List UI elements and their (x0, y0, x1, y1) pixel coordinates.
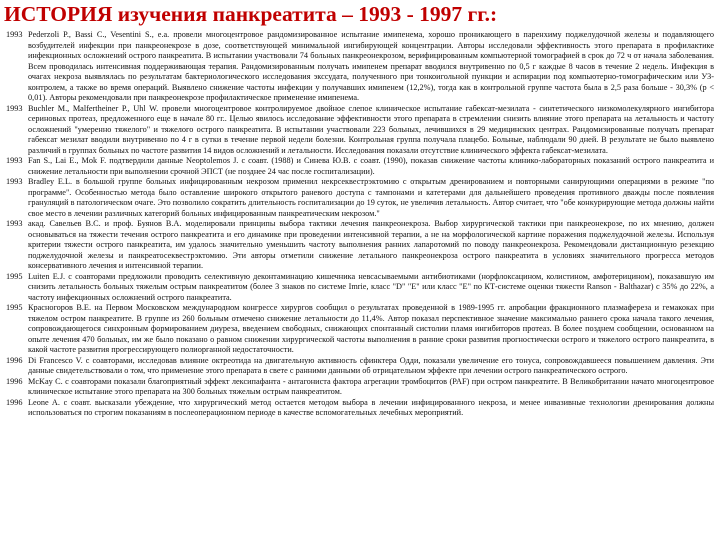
entry-year: 1995 (6, 303, 23, 312)
entry-text: Di Francesco V. с соавторами, исследовав влияние октреотида на двигательную активность сфинктера Одди, показали увеличение его тонуса, сопровождавшееся повышением давления. Эти данные свидетельствовали о том, что применение этого препарата в свете с ранними данными об отрицательном эффекте при лечении острого панкреатического острого. (28, 355, 714, 375)
history-entry (6, 177, 714, 219)
history-entry (6, 356, 714, 377)
entry-text: акад. Савельев В.С. и проф. Буянов В.А. моделировали принципы выбора тактики лечения панкреонекроза. Выбор хирургической тактики при панкреонекрозе, по их мнению, должен основываться на тяжести течения острого панкреатита и его динамике при проведении интенсивной терапии, а не на морфологической картине поражения поджелудочной железы. Используя критерии тяжести острого панкреатита, им удалось значительно уменьшить частоту выполнения ранних лапаротомий по поводу панкреонекроза. Рекомендовали дистанционную резекцию поджелудочной железы и панкреатосеквестрэктомию. Эти авторы отметили снижение летального панкреонекроза острого панкреатита в условиях значительного прогресса методов консервативного лечения и интенсивной терапии. (28, 219, 714, 270)
entry-text: Bradley E.L. в большой группе больных инфицированным некрозом применил некрсеквестрэктомию с открытым дренированием и повторными санирующими операциями в режиме "по программе". Особенностью метода было оставление широкого открытого раневого доступа с тампонами и катетерами для дальнейшего проведения противного дважды после появления грануляций в патологическом очаге. Это позволило сократить длительность госпитализации до 19 суток, не увеличив летальность. Автор считает, что "обе конкурирующие метода должны найти свое место в лечении различных категорий больных инфицированным панкреатическим некрозом." (28, 177, 714, 218)
entry-year: 1993 (6, 156, 23, 165)
history-entry (6, 219, 714, 272)
history-entry (6, 156, 714, 177)
entry-year: 1996 (6, 355, 23, 365)
history-entry (6, 104, 714, 157)
entry-text: McKay C. с соавторами показали благоприятный эффект лексипафанта - антагониста фактора агрегации тромбоцитов (PAF) при остром панкреатите. В Великобритании начато многоцентровое клиническое испытание этого препарата на 300 больных тяжелым острым панкреатитом. (28, 376, 714, 396)
entry-text: Fan S., Lai E., Mok F. подтвердили данные Neoptolemos J. с соавт. (1988) и Синева Ю.В. с соавт. (1990), показав снижение частоты клинико-лабораторных показаний острого панкреатита и снижение летальности при выполнении срочной ЭПСТ (не позднее 24 час после госпитализации). (28, 156, 714, 176)
entry-year: 1996 (6, 397, 23, 407)
entry-year: 1993 (6, 103, 23, 113)
entry-year: 1996 (6, 376, 23, 386)
history-list (6, 30, 714, 536)
history-entry (6, 303, 714, 356)
entry-year: 1993 (6, 219, 23, 228)
entry-year: 1995 (6, 271, 23, 281)
page-title: ИСТОРИЯ изучения панкреатита – 1993 - 1997 гг.: (4, 2, 498, 26)
history-entry (6, 30, 714, 104)
history-entry (6, 398, 714, 419)
entry-year: 1993 (6, 177, 23, 186)
entry-text: Luiten E.J. с соавторами предложили проводить селективную деконтаминацию кишечника невсасываемыми антибиотиками (норфлоксацином, колистином, амфотерицином), показавшую им снизить летальность больных тяжелым острым панкреатитом (более 3 знаков по системе Imrie, класс "D" "E" или класс "E" по КТ-системе оценки тяжести Ranson - Balthazar) с 35% до 22%, а частоту инфекционных осложнений острого панкреатита. (28, 271, 714, 302)
history-entry (6, 377, 714, 398)
entry-text: Красногоров В.Е. на Первом Московском международном конгрессе хирургов сообщил о результатах проведенной в 1989-1995 гг. апробации фракционного плазмафереза и гемакоках при тяжелом остром панкреатите. В группе из 260 больным отмечено снижение летальности до 11,4%. Автор показал перспективное значение максимально раннего срока начала такого лечения, сопровождающегося синхронным формированием диуреза, введением свободных, снижающих спонтанный систолии пламя ингибиторов протеаз. В более позднем сообщении, основанном на опыте лечения 470 больных, им же было показано о равном снижении хирургической частоты выполнения в ранние сроки развития прогностически острого и тяжелого острого панкреатита, в какой частоте развития прогрессирующего полиорганной недостаточности. (28, 303, 714, 354)
entry-text: Buchler M., Malfertheiner P., Uhl W. провели многоцентровое контролируемое двойное слепое клиническое испытание габексат-мезилата - синтетического низкомолекулярного ингибитора сериновых протеаз, предложенного еще в начале 80 гг.. Целью явилось исследование эффективности этого препарата в стремлении снизить влияние этого препарата на летальность и частоту осложнений "умеренно тяжелого" и тяжелого острого панкреатита. В испытании участвовали 223 больных, лечившихся в 29 медицинских центрах. Рандомизированные получать препарат габексат мезилат вводили внутривенно по 4 г в сутки в течение первой недели болезни. Контрольная группа получала плацебо. Больные, наблюдали 90 дней. В результате не было выявлено различий в группах больных по частоте развития 14 видов осложнений и летальности. Исследования показали отсутствие клинического эффекта габексат-мезилата. (28, 103, 714, 155)
entry-text: Leone A. с соавт. высказали убеждение, что хирургический метод остается методом выбора в лечении инфицированного некроза, и менее инвазивные технологии дренирования должны использоваться по строгим показаниям в послеоперационном периоде в качестве вспомогательных лечебных мероприятий. (28, 397, 714, 417)
entry-year: 1993 (6, 30, 23, 39)
history-entry (6, 272, 714, 304)
entry-text: Pederzoli P., Bassi C., Vesentini S., e.a. провели многоцентровое рандомизированное испытание имипенема, хорошо проникающего в паренхиму поджелудочной железы и подавляющего возбудителей инфекции при панкреонекрозе в дозе, соответствующей минимальной ингибирующей концентрации. Авторы исследовали эффективность этого препарата в профилактике инфекционных осложнений острого панкреатита. В испытании участвовали 74 больных панкреонекрозом, верифицированным компьютерной томографией в срок до 72 ч от начала заболевания. Всем проводилась интенсивная поддерживающая терапия. Рандомизированным получать имипенем препарат вводился внутривенно по 0,5 г каждые 8 часов в течение 2 недель. Инфекция в очагах некроза выявлялась по результатам бактериологического исследования экссудата, полученного при тонкоигольной пункции и аспирации под компьютерно-томографическим или УЗ-контролем, а также во время операций. Выявлено снижение частоты инфекции у получавших имипенем (12,2%), тогда как в контрольной группе частота была в 2,5 раза больше - 30,3% (p < 0,01). Авторы рекомендовали при панкреонекрозе профилактическое применение имипенема. (28, 30, 714, 102)
